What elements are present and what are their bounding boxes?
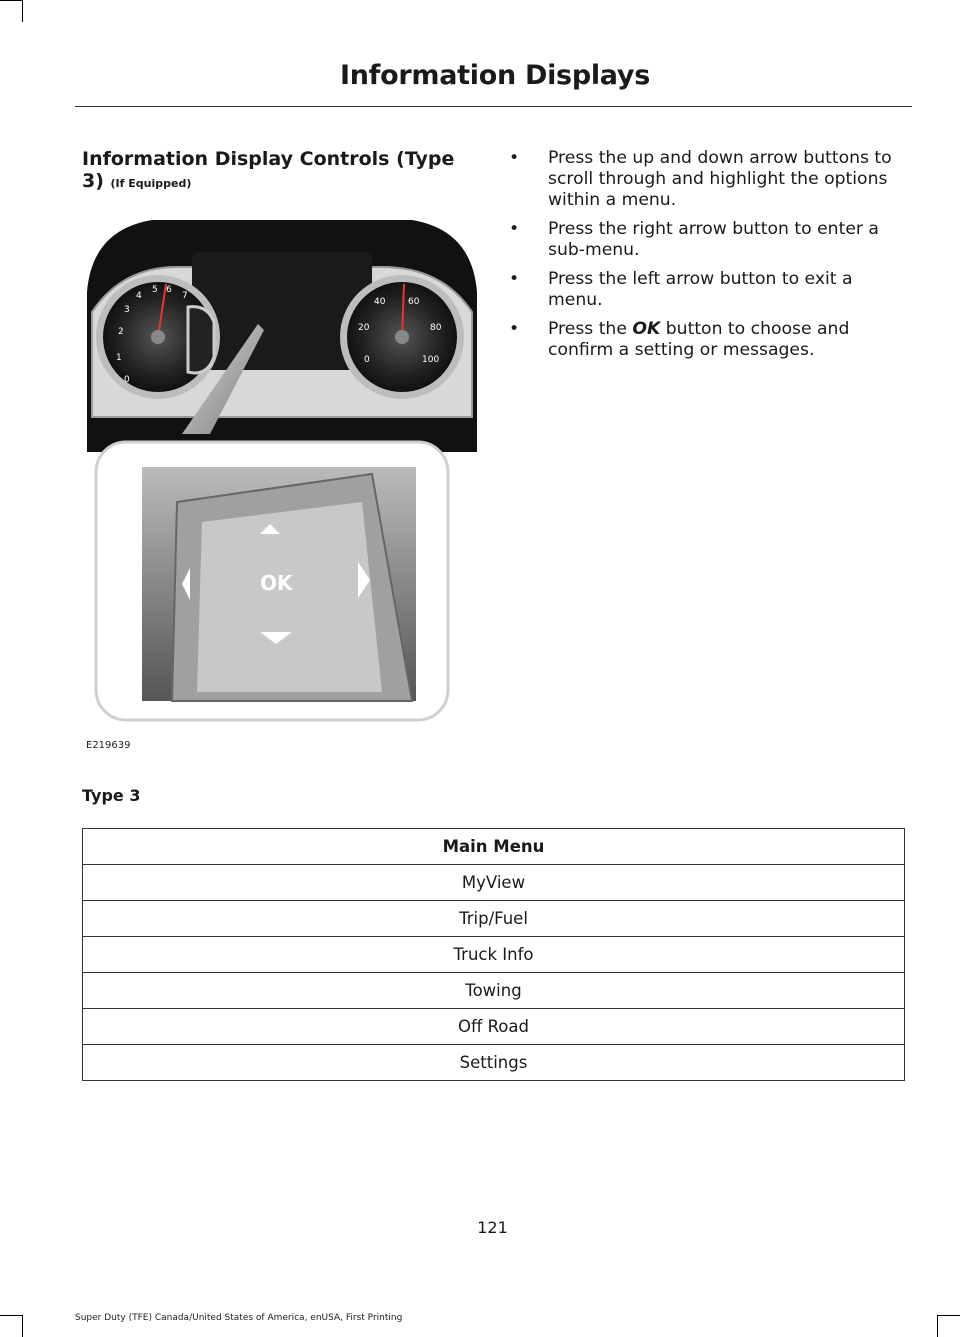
cluster-svg bbox=[82, 212, 482, 742]
speedo-label: 20 bbox=[358, 323, 370, 333]
table-header: Main Menu bbox=[83, 829, 905, 865]
ok-button-label: OK bbox=[260, 571, 293, 595]
instruction-list bbox=[509, 148, 909, 369]
tacho-label: 2 bbox=[118, 327, 124, 337]
ok-emphasis: OK bbox=[632, 319, 661, 339]
list-item bbox=[509, 219, 909, 261]
bullet-glyph: • bbox=[509, 269, 520, 289]
table-row bbox=[83, 1009, 905, 1045]
footer-text: Super Duty (TFE) Canada/United States of America, enUSA, First Printing bbox=[75, 1313, 403, 1323]
table-cell: Settings bbox=[83, 1045, 905, 1081]
side-gauge-pod bbox=[188, 307, 214, 373]
bullet-glyph: • bbox=[509, 219, 520, 239]
speedo-label: 40 bbox=[374, 297, 386, 307]
list-item-text: Press the right arrow button to enter a sub-menu. bbox=[548, 219, 879, 260]
tacho-label: 3 bbox=[124, 305, 130, 315]
speedometer-hub bbox=[395, 330, 409, 344]
tacho-label: 6 bbox=[166, 285, 172, 295]
list-item-prefix: Press the bbox=[548, 319, 633, 339]
table-header-row bbox=[83, 829, 905, 865]
list-item bbox=[509, 148, 909, 211]
section-heading-text: Information Display Controls (Type 3) bbox=[82, 148, 455, 192]
header-divider bbox=[75, 106, 912, 107]
if-equipped-tag: (If Equipped) bbox=[110, 177, 192, 190]
table-cell: Towing bbox=[83, 973, 905, 1009]
tacho-label: 5 bbox=[152, 285, 158, 295]
page-header-title: Information Displays bbox=[340, 60, 650, 91]
bullet-glyph: • bbox=[509, 319, 520, 339]
tacho-label: 4 bbox=[136, 291, 142, 301]
list-item-text: Press the up and down arrow buttons to scroll through and highlight the options within a menu. bbox=[548, 148, 892, 210]
crop-mark bbox=[937, 1315, 938, 1337]
table-row bbox=[83, 973, 905, 1009]
list-item-suffix: button to choose and confirm a setting or messages. bbox=[548, 319, 850, 360]
main-menu-table bbox=[82, 828, 905, 1081]
list-item-text: Press the left arrow button to exit a menu. bbox=[548, 269, 853, 310]
type-label: Type 3 bbox=[82, 786, 141, 805]
page-number: 121 bbox=[477, 1218, 508, 1237]
table-row bbox=[83, 1045, 905, 1081]
speedo-label: 0 bbox=[364, 355, 370, 365]
section-heading bbox=[82, 148, 462, 195]
crop-mark bbox=[22, 0, 23, 22]
table-row bbox=[83, 937, 905, 973]
speedo-label: 100 bbox=[422, 355, 440, 365]
crop-mark bbox=[937, 1315, 960, 1316]
table-cell: Off Road bbox=[83, 1009, 905, 1045]
figure-code: E219639 bbox=[86, 740, 131, 751]
table-row bbox=[83, 901, 905, 937]
table-row bbox=[83, 865, 905, 901]
tacho-label: 0 bbox=[124, 375, 130, 385]
crop-mark bbox=[0, 1315, 22, 1316]
tachometer-hub bbox=[151, 330, 165, 344]
control-pad-inner bbox=[197, 502, 382, 692]
list-item bbox=[509, 319, 909, 361]
tacho-label: 7 bbox=[182, 291, 188, 301]
bullet-glyph: • bbox=[509, 148, 520, 168]
table-cell: Truck Info bbox=[83, 937, 905, 973]
crop-mark bbox=[0, 0, 22, 1]
table-cell: Trip/Fuel bbox=[83, 901, 905, 937]
list-item bbox=[509, 269, 909, 311]
speedo-label: 80 bbox=[430, 323, 442, 333]
speedo-label: 60 bbox=[408, 297, 420, 307]
tacho-label: 1 bbox=[116, 353, 122, 363]
crop-mark bbox=[22, 1315, 23, 1337]
instrument-cluster-illustration bbox=[82, 212, 482, 742]
table-cell: MyView bbox=[83, 865, 905, 901]
